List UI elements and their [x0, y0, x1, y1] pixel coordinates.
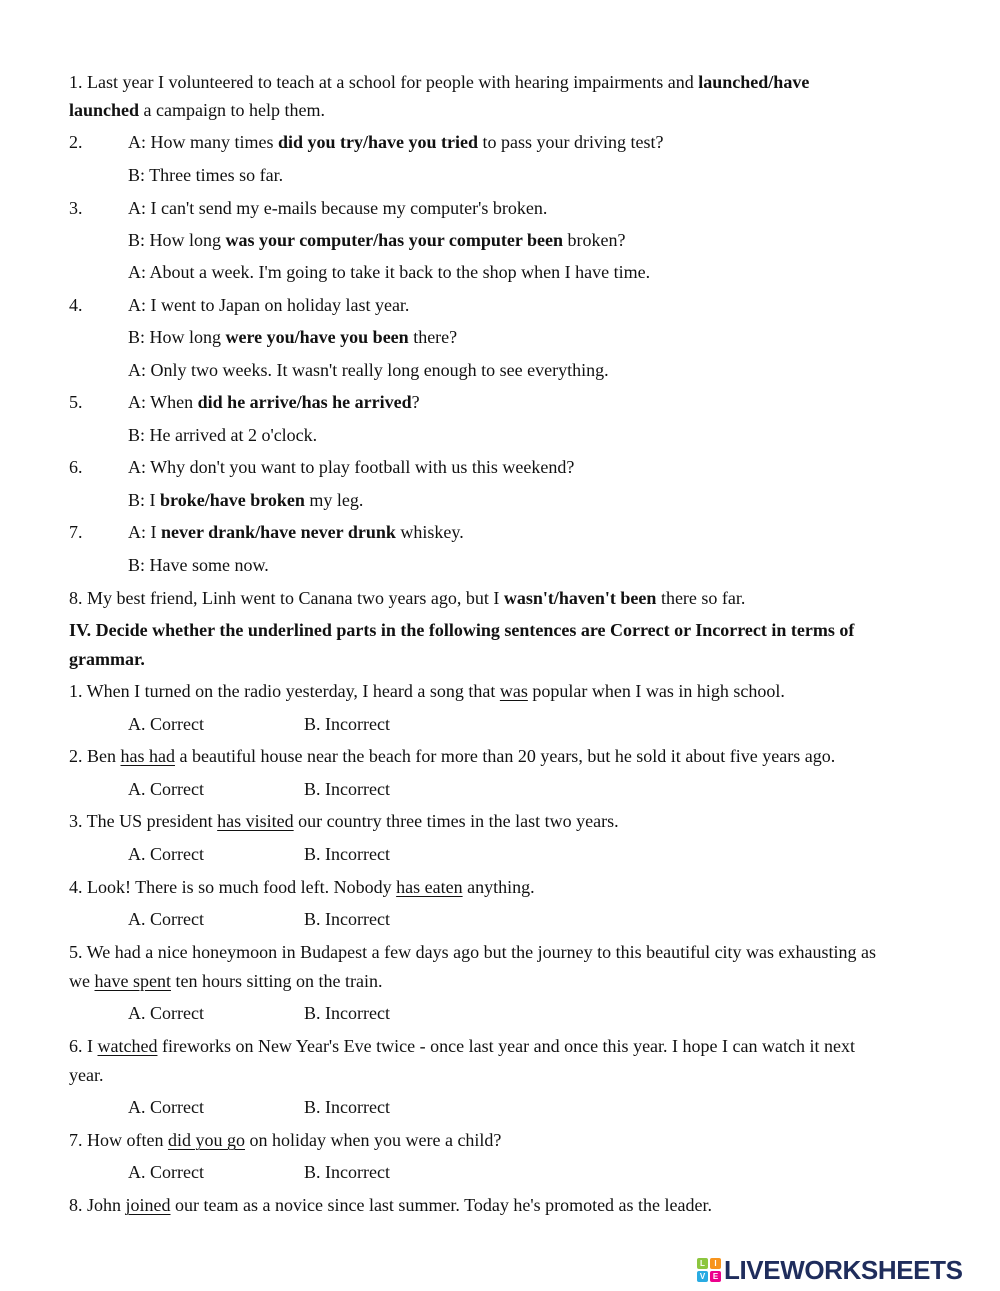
p4-q2-option-b: B. Incorrect	[304, 779, 390, 799]
p3-q3-a2-text: A: About a week. I'm going to take it back to the shop when I have time.	[128, 262, 651, 282]
p4-q4-text-end: anything.	[462, 877, 535, 897]
p3-q3-line-b	[128, 228, 626, 252]
p3-q7-b-text: B: Have some now.	[128, 555, 269, 575]
p4-q1-text: 1. When I turned on the radio yesterday, I heard a song that	[69, 681, 500, 701]
p4-heading-end: grammar.	[69, 649, 145, 669]
p4-q3-option-a: A. Correct	[128, 844, 204, 864]
p3-q5-number: 5.	[69, 392, 83, 412]
p4-q1-options	[128, 712, 390, 736]
p4-q1-option-b: B. Incorrect	[304, 714, 390, 734]
p4-heading-line-2	[69, 647, 145, 671]
p4-q2-underlined: has had	[120, 746, 175, 766]
p3-q5-line-a	[69, 390, 420, 414]
p3-q1-text-end: a campaign to help them.	[139, 100, 325, 120]
p4-q8-underlined: joined	[125, 1195, 171, 1215]
p4-q3-option-b: B. Incorrect	[304, 844, 390, 864]
p4-q5-option-b: B. Incorrect	[304, 1003, 390, 1023]
p4-q5-text-cont: we	[69, 971, 95, 991]
p4-q1-underlined: was	[499, 681, 528, 701]
p3-q6-line-b	[128, 488, 363, 512]
p3-q6-number: 6.	[69, 457, 83, 477]
p4-q3-underlined: has visited	[217, 811, 294, 831]
p4-q2-options	[128, 777, 390, 801]
p4-q7-line	[69, 1128, 501, 1152]
p4-q4-text: 4. Look! There is so much food left. Nobody	[69, 877, 397, 897]
p4-q5-option-a: A. Correct	[128, 1003, 204, 1023]
p3-q2-line-a	[69, 130, 664, 154]
p3-q6-choice: broke/have broken	[160, 490, 305, 510]
p3-q7-a-text: A: I	[128, 522, 161, 542]
p3-q3-b-text: B: How long	[128, 230, 226, 250]
p3-q4-line-a	[69, 293, 409, 317]
p3-q3-line-a	[69, 196, 547, 220]
p4-q4-option-a: A. Correct	[128, 909, 204, 929]
p4-q6-option-b: B. Incorrect	[304, 1097, 390, 1117]
p4-q7-text-end: on holiday when you were a child?	[245, 1130, 502, 1150]
p4-q4-underlined: has eaten	[396, 877, 463, 897]
p4-q7-options	[128, 1160, 390, 1184]
p3-q2-line-b	[128, 163, 283, 187]
logo-icon-cell-v: V	[697, 1271, 708, 1282]
p3-q4-a-text: A: I went to Japan on holiday last year.	[128, 295, 410, 315]
p3-q6-b-text: B: I	[128, 490, 161, 510]
p3-q7-number: 7.	[69, 522, 83, 542]
p4-q6-option-a: A. Correct	[128, 1097, 204, 1117]
p4-q6-line-1	[69, 1034, 855, 1058]
p3-q3-line-a2	[128, 260, 650, 284]
p4-q8-text-end: our team as a novice since last summer. Today he's promoted as the leader.	[170, 1195, 713, 1215]
p3-q8-line	[69, 586, 745, 610]
p3-q3-a-text: A: I can't send my e-mails because my computer's broken.	[128, 198, 548, 218]
p3-q8-text: 8. My best friend, Linh went to Canana two years ago, but I	[69, 588, 504, 608]
p4-q3-text-end: our country three times in the last two years.	[293, 811, 619, 831]
p3-q4-number: 4.	[69, 295, 83, 315]
p3-q1-line-2	[69, 98, 325, 122]
p3-q2-a-text-end: to pass your driving test?	[478, 132, 664, 152]
p3-q5-a-text-end: ?	[411, 392, 420, 412]
p3-q4-b-text-end: there?	[408, 327, 458, 347]
p4-heading: IV. Decide whether the underlined parts in the following sentences are Correct or Incorrect in terms of	[69, 620, 855, 640]
p3-q6-a-text: A: Why don't you want to play football with us this weekend?	[128, 457, 575, 477]
p4-q8-text: 8. John	[69, 1195, 126, 1215]
p3-q4-line-b	[128, 325, 457, 349]
p3-q5-b-text: B: He arrived at 2 o'clock.	[128, 425, 318, 445]
p4-q2-line	[69, 744, 835, 768]
p4-q7-option-b: B. Incorrect	[304, 1162, 390, 1182]
p4-q8-line	[69, 1193, 712, 1217]
p4-q6-options	[128, 1095, 390, 1119]
p3-q2-number: 2.	[69, 132, 83, 152]
p4-q5-line-2	[69, 969, 382, 993]
p4-q7-option-a: A. Correct	[128, 1162, 204, 1182]
p3-q4-line-a2	[128, 358, 609, 382]
p3-q7-choice: never drank/have never drunk	[161, 522, 396, 542]
p4-q5-underlined: have spent	[94, 971, 171, 991]
p3-q5-a-text: A: When	[128, 392, 198, 412]
p4-q5-text: 5. We had a nice honeymoon in Budapest a few days ago but the journey to this beautiful city was exhausting as	[69, 942, 877, 962]
p3-q1-choice-part-2: launched	[69, 100, 140, 120]
p4-q3-line	[69, 809, 619, 833]
p4-q7-text: 7. How often	[69, 1130, 168, 1150]
p3-q7-line-a	[69, 520, 464, 544]
liveworksheets-logo-icon	[697, 1258, 721, 1282]
p3-q1-choice-part-1: launched/have	[698, 72, 810, 92]
p4-q5-text-end: ten hours sitting on the train.	[170, 971, 383, 991]
p4-q2-option-a: A. Correct	[128, 779, 204, 799]
logo-text: LIVEWORKSHEETS	[724, 1255, 963, 1285]
p4-q4-options	[128, 907, 390, 931]
p4-q5-options	[128, 1001, 390, 1025]
p3-q1-text: 1. Last year I volunteered to teach at a school for people with hearing impairments and	[69, 72, 699, 92]
p3-q3-b-text-end: broken?	[563, 230, 626, 250]
p3-q2-b-text: B: Three times so far.	[128, 165, 284, 185]
p4-q3-options	[128, 842, 390, 866]
p3-q5-line-b	[128, 423, 317, 447]
p3-q7-a-text-end: whiskey.	[395, 522, 464, 542]
logo-icon-cell-i: I	[710, 1258, 721, 1269]
logo-icon-cell-l: L	[697, 1258, 708, 1269]
p4-q2-text: 2. Ben	[69, 746, 121, 766]
p4-q4-line	[69, 875, 535, 899]
liveworksheets-logo[interactable]	[697, 1256, 963, 1284]
p4-q1-option-a: A. Correct	[128, 714, 204, 734]
p4-heading-line-1	[69, 618, 854, 642]
logo-icon-cell-e: E	[710, 1271, 721, 1282]
p4-q6-line-2	[69, 1063, 103, 1087]
p4-q2-text-end: a beautiful house near the beach for more than 20 years, but he sold it about five years ago.	[174, 746, 836, 766]
p3-q2-a-text: A: How many times	[128, 132, 278, 152]
p4-q6-text: 6. I	[69, 1036, 98, 1056]
p4-q6-underlined: watched	[97, 1036, 158, 1056]
p3-q4-b-text: B: How long	[128, 327, 226, 347]
p3-q3-choice: was your computer/has your computer been	[225, 230, 564, 250]
p3-q8-choice: wasn't/haven't been	[503, 588, 657, 608]
p4-q6-text-cont: year.	[69, 1065, 104, 1085]
p3-q7-line-b	[128, 553, 269, 577]
p3-q4-a2-text: A: Only two weeks. It wasn't really long enough to see everything.	[128, 360, 609, 380]
p4-q3-text: 3. The US president	[69, 811, 218, 831]
p3-q4-choice: were you/have you been	[225, 327, 409, 347]
p4-q4-option-b: B. Incorrect	[304, 909, 390, 929]
p3-q6-line-a	[69, 455, 574, 479]
p4-q6-text-end: fireworks on New Year's Eve twice - once last year and once this year. I hope I can watch it next	[157, 1036, 855, 1056]
p3-q6-b-text-end: my leg.	[304, 490, 364, 510]
p4-q1-text-end: popular when I was in high school.	[527, 681, 785, 701]
p4-q5-line-1	[69, 940, 876, 964]
p3-q3-number: 3.	[69, 198, 83, 218]
p3-q1-line-1	[69, 70, 809, 94]
p3-q5-choice: did he arrive/has he arrived	[197, 392, 412, 412]
p4-q7-underlined: did you go	[167, 1130, 245, 1150]
p4-q1-line	[69, 679, 785, 703]
p3-q8-text-end: there so far.	[656, 588, 746, 608]
p3-q2-choice: did you try/have you tried	[278, 132, 479, 152]
